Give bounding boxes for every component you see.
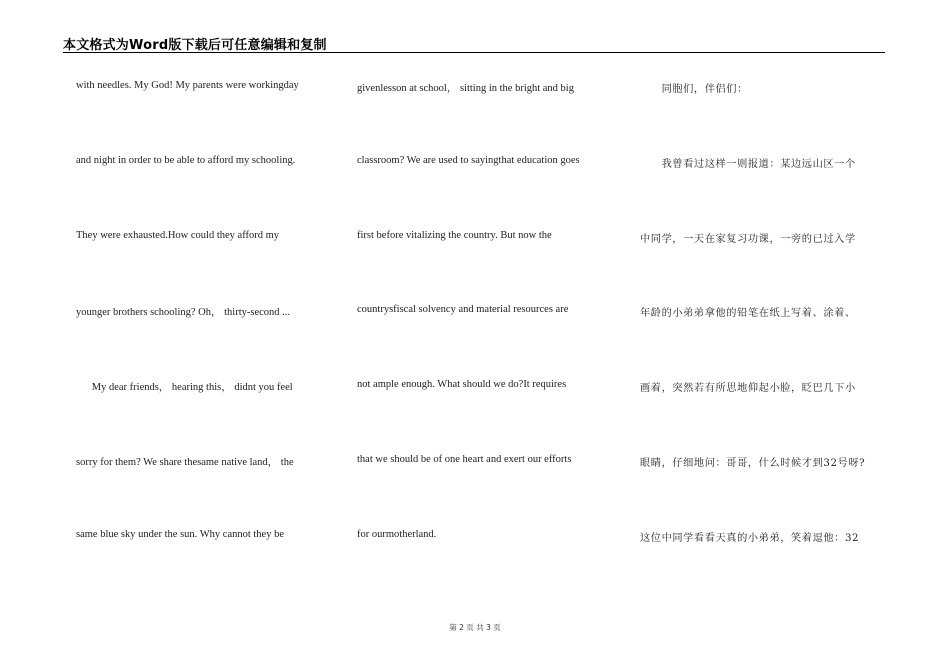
- text-line: and night in order to be able to afford my schooling.: [76, 155, 296, 166]
- text-line: 这位中同学看看天真的小弟弟，笑着逗他：32: [640, 533, 860, 544]
- text-line: They were exhausted.How could they afford my: [76, 230, 280, 241]
- header-divider: [63, 52, 885, 53]
- text-line: 眼睛，仔细地问：哥哥，什么时候才到32号呀?: [640, 458, 866, 469]
- text-line: not ample enough. What should we do?It requires: [357, 379, 567, 390]
- text-line: 中同学，一天在家复习功课，一旁的已过入学: [640, 234, 856, 245]
- text-line: countrysfiscal solvency and material resources are: [357, 304, 569, 315]
- text-line: first before vitalizing the country. But now the: [357, 230, 552, 241]
- text-line: 我曾看过这样一则报道：某边远山区一个: [640, 159, 856, 170]
- text-line: sorry for them? We share thesame native land， the: [76, 457, 294, 468]
- text-line: 画着，突然若有所思地仰起小脸，眨巴几下小: [640, 383, 856, 394]
- text-line: for ourmotherland.: [357, 529, 437, 540]
- text-line: that we should be of one heart and exert our efforts: [357, 454, 572, 465]
- text-line: with needles. My God! My parents were workingday: [76, 80, 299, 91]
- text-line: classroom? We are used to sayingthat education goes: [357, 155, 580, 166]
- text-line: younger brothers schooling? Oh， thirty-second ...: [76, 307, 291, 318]
- header-title: 本文格式为Word版下载后可任意编辑和复制: [63, 38, 327, 53]
- text-line: 同胞们，伴侣们：: [640, 84, 748, 95]
- page-number: 第 2 页 共 3 页: [449, 623, 501, 632]
- text-line: same blue sky under the sun. Why cannot they be: [76, 529, 285, 540]
- text-line: 年龄的小弟弟拿他的铅笔在纸上写着、涂着、: [640, 308, 856, 319]
- text-line: My dear friends， hearing this， didnt you feel: [76, 382, 293, 393]
- text-line: givenlesson at school， sitting in the bright and big: [357, 83, 574, 94]
